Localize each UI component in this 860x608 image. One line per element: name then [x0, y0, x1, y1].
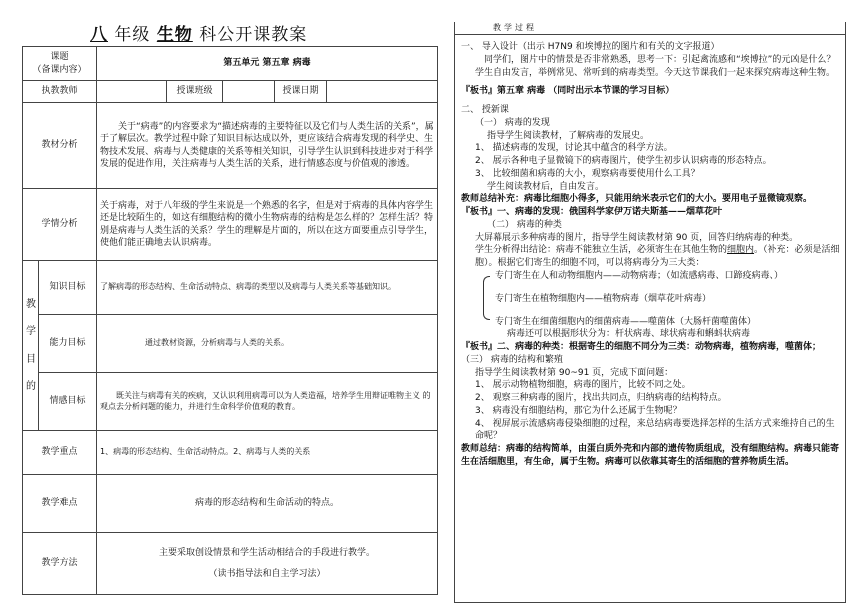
emotion-label: 情感目标 — [39, 373, 97, 431]
goals-char-4: 的 — [26, 381, 36, 392]
teacher-summary-2: 教师总结：病毒的结构简单，由蛋白质外壳和内部的遗传物质组成，没有细胞结构。病毒只能寄生在活细胞里，有生命，属于生物。病毒可以依靠其寄生的活细胞的营养物质生活。 — [461, 444, 840, 467]
method-text-1: 主要采取创设情景和学生活动相结合的手段进行教学。 — [159, 548, 376, 559]
type-plant: 专门寄生在植物细胞内——植物病毒（烟草花叶病毒） — [495, 293, 712, 304]
intro-heading: 一、 导入设计（出示 H7N9 和埃博拉的图片和有关的文字报道） — [461, 42, 720, 52]
ability-label: 能力目标 — [39, 315, 97, 373]
teacher-summary-1: 教师总结补充：病毒比细胞小得多，只能用纳米表示它们的大小。要用电子显微镜观察。 — [461, 194, 813, 205]
section-2-heading: （二） 病毒的种类 — [487, 219, 562, 230]
teaching-process-panel — [454, 22, 846, 603]
section-3-guide: 指导学生阅读教材第 90~91 页，完成下面问题： — [475, 367, 674, 378]
method-cell — [97, 533, 438, 595]
teacher-label: 执教教师 — [23, 81, 97, 103]
goals-char-1: 教 — [26, 298, 36, 310]
student-label: 学情分析 — [23, 189, 97, 261]
conclusion-b: 细胞内 — [727, 245, 755, 256]
type-bacteria: 专门寄生在细菌细胞内的细菌病毒——噬菌体（大肠杆菌噬菌体） — [495, 316, 757, 327]
material-label: 教材分析 — [23, 103, 97, 189]
shape-classification: 病毒还可以根据形状分为：杆状病毒、球状病毒和蝌蚪状病毒 — [507, 329, 751, 340]
goals-vertical-label — [23, 261, 39, 431]
virus-types-brace — [461, 270, 841, 328]
board-2: 『板书』二、病毒的种类：根据寄生的细胞不同分为三类：动物病毒，植物病毒，噬菌体； — [461, 342, 822, 353]
date-value — [327, 81, 438, 103]
board-chapter: 『板书』第五章 病毒 （同时出示本节课的学习目标） — [461, 86, 675, 97]
conclusion-c: 。（补充：必须是活细胞）。根据它们寄生的细胞不同，可以将病毒分为三大类： — [475, 245, 840, 269]
section-3-item-4: 4、 视屏展示流感病毒侵染细胞的过程，来总结病毒要选择怎样的生活方式来维持自己的生命呢？ — [475, 418, 835, 442]
section-1-item-2: 2、 展示各种电子显微镜下的病毒图片，使学生初步认识病毒的形态特点。 — [475, 156, 772, 167]
section-3-item-3: 3、 病毒没有细胞结构，那它为什么还属于生物呢？ — [475, 405, 682, 416]
topic-label: 课题 （备课内容） — [23, 47, 97, 81]
date-label: 授课日期 — [275, 81, 327, 103]
lesson-plan-table — [22, 46, 438, 595]
page-title — [90, 20, 307, 45]
type-animal: 专门寄生在人和动物细胞内——动物病毒；（如流感病毒、口蹄疫病毒、） — [495, 271, 784, 282]
section-2-conclusion — [461, 244, 841, 270]
material-text: 关于“病毒”的内容要求为“描述病毒的主要特征以及它们与人类生活的关系”，属于了解层次。教学过程中除了知识目标达成以外，更应该结合病毒发现的科学史、生物技术发展、病毒与人类健康的关系等相关知识，引导学生认识到科技进步对于科学发展的促进作用，关注病毒与人类生活的关系，进行情感态度与价值观的渗透。 — [97, 103, 438, 189]
key-label: 教学重点 — [23, 431, 97, 475]
new-lesson-heading: 二、 授新课 — [461, 105, 509, 116]
section-3-item-2: 2、 观察三种病毒的图片，找出共同点，归纳病毒的结构特点。 — [475, 393, 727, 404]
intro-text: 同学们，图片中的情景是否非常熟悉，思考一下：引起禽流感和“埃博拉”的元凶是什么？学生自由发言，举例常见、常听到的病毒类型。今天这节课我们一起来探究病毒这种生物。 — [475, 54, 836, 78]
section-1-read: 学生阅读教材后，自由发言。 — [487, 181, 605, 192]
knowledge-label: 知识目标 — [39, 261, 97, 315]
subject: 生物 — [156, 25, 193, 45]
section-3-heading: （三） 病毒的结构和繁殖 — [461, 354, 563, 365]
teacher-value — [97, 81, 167, 103]
grade-suffix: 年级 — [114, 25, 151, 45]
section-1-item-3: 3、 比较细菌和病毒的大小，观察病毒要使用什么工具？ — [475, 168, 700, 179]
difficult-text: 病毒的形态结构和生命活动的特点。 — [97, 475, 438, 533]
knowledge-text: 了解病毒的形态结构、生命活动特点、病毒的类型以及病毒与人类关系等基础知识。 — [97, 261, 438, 315]
board-1: 『板书』一、病毒的发现：俄国科学家伊万诺夫斯基——烟草花叶 — [461, 207, 723, 218]
grade: 八 — [90, 25, 108, 45]
section-3-item-1: 1、 展示动物植物细胞，病毒的图片，比较不同之处。 — [475, 380, 691, 391]
emotion-text: 既关注与病毒有关的疾病，又认识利用病毒可以为人类造福，培养学生用辩证唯物主义 的观点去分析问题的能力，并进行生命科学价值观的教育。 — [97, 373, 438, 431]
topic-value: 第五单元 第五章 病毒 — [97, 47, 438, 81]
title-suffix: 科公开课教案 — [199, 25, 308, 45]
goals-char-2: 学 — [26, 326, 36, 337]
section-1-heading: （一） 病毒的发现 — [475, 117, 550, 128]
ability-text: 通过教材资源，分析病毒与人类的关系。 — [97, 315, 438, 373]
conclusion-a: 学生分析得出结论：病毒不能独立生活，必须寄生在其他生物的 — [475, 245, 728, 256]
difficult-label: 教学难点 — [23, 475, 97, 533]
section-1-item-1: 1、 描述病毒的发现，讨论其中蕴含的科学方法。 — [475, 143, 673, 154]
section-2-guide: 大屏幕展示多种病毒的图片，指导学生阅读教材第 90 页，回答归纳病毒的种类。 — [475, 232, 799, 243]
method-text-2: （读书指导法和自主学习法） — [208, 568, 326, 579]
method-label: 教学方法 — [23, 533, 97, 595]
goals-char-3: 目 — [26, 353, 36, 365]
class-value — [223, 81, 275, 103]
student-text: 关于病毒，对于八年级的学生来说是一个熟悉的名字，但是对于病毒的具体内容学生还是比较陌生的，如这有细胞结构的微小生物病毒的结构是怎么样的？怎样生活？特别是病毒与人类生活的关系？学生的理解是片面的，所以在这方面要重点引导学生，使他们能正确地去认识病毒。 — [97, 189, 438, 261]
process-header: 教学过程 — [455, 22, 845, 35]
section-1-guide: 指导学生阅读教材，了解病毒的发展史。 — [487, 130, 650, 141]
key-text: 1、病毒的形态结构、生命活动特点。2、病毒与人类的关系 — [97, 431, 438, 475]
class-label: 授课班级 — [167, 81, 223, 103]
